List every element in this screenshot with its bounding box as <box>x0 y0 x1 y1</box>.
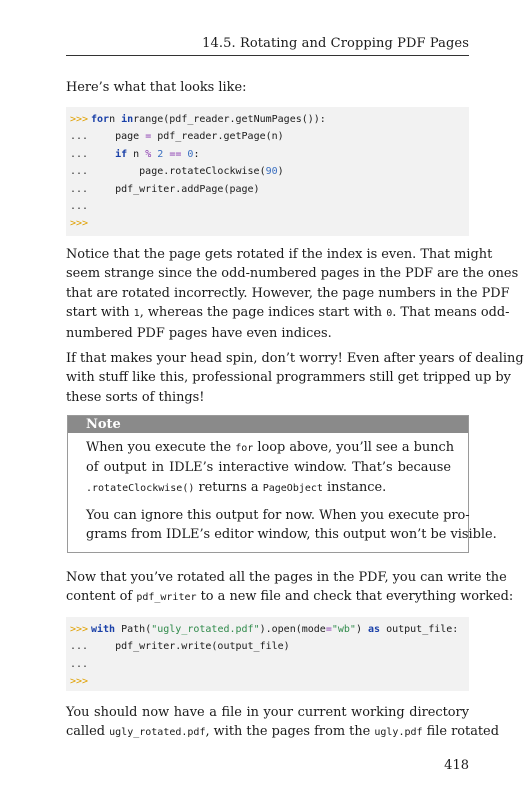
intro-text: Here’s what that looks like: <box>66 80 247 95</box>
code-prompt: >>> <box>70 114 89 125</box>
paragraph-result <box>66 703 499 743</box>
paragraph-line: that are rotated incorrectly. However, the page numbers in the PDF <box>66 285 510 301</box>
paragraph-line: seem strange since the odd-numbered pages in the PDF are the ones <box>66 266 519 282</box>
code-prompt: ... <box>70 148 89 160</box>
code-prompt: ... <box>70 658 89 670</box>
code-text: forn inrange(pdf_reader.getNumPages()): <box>91 114 326 125</box>
paragraph-line: with stuff like this, professional programmers still get tripped up by <box>66 370 511 386</box>
code-text: pdf_writer.addPage(page) <box>91 183 260 195</box>
paragraph-line: Now that you’ve rotated all the pages in the PDF, you can write the <box>66 570 507 585</box>
code-prompt: ... <box>70 641 89 653</box>
paragraph-write-file <box>66 568 514 608</box>
paragraph-line: start with 1, whereas the page indices start with 0. That means odd- <box>66 305 510 321</box>
code-text: if n % 2 == 0: <box>115 148 200 160</box>
paragraph-line: called ugly_rotated.pdf, with the pages from the ugly.pdf file rotated <box>66 724 499 740</box>
paragraph-line: these sorts of things! <box>66 389 205 405</box>
code-text: page = pdf_reader.getPage(n) <box>91 131 284 143</box>
note-line: of output in IDLE’s interactive window. That’s because <box>86 460 451 476</box>
paragraph-line: Notice that the page gets rotated if the index is even. That might <box>66 247 493 262</box>
paragraph-line: content of pdf_writer to a new file and check that everything worked: <box>66 589 514 605</box>
code-prompt: ... <box>70 131 89 143</box>
note-line: grams from IDLE’s editor window, this output won’t be visible. <box>86 527 497 543</box>
code-block-write-output <box>66 617 469 691</box>
code-prompt: ... <box>70 166 89 178</box>
note-line: You can ignore this output for now. When you execute pro- <box>86 508 470 523</box>
running-head: 14.5. Rotating and Cropping PDF Pages <box>202 36 469 51</box>
note-box <box>67 415 497 553</box>
code-block-rotate-loop <box>66 107 469 236</box>
note-line: When you execute the for loop above, you’ll see a bunch <box>86 440 455 455</box>
paragraph-line: You should now have a file in your current working directory <box>66 705 469 720</box>
paragraph-line: numbered PDF pages have even indices. <box>66 325 332 341</box>
note-title: Note <box>86 417 121 432</box>
code-text: page.rotateClockwise(90) <box>91 166 284 178</box>
page-number: 418 <box>444 758 469 773</box>
note-paragraph-ignore <box>86 506 497 545</box>
code-text: pdf_writer.write(output_file) <box>91 641 290 653</box>
code-prompt: ... <box>70 201 89 212</box>
header-rule <box>66 55 469 56</box>
note-line: .rotateClockwise() returns a PageObject instance. <box>86 479 387 495</box>
paragraph-rotation-explanation <box>66 245 519 343</box>
note-header <box>68 416 468 433</box>
code-prompt: >>> <box>70 676 89 688</box>
paragraph-line: If that makes your head spin, don’t worry! Even after years of dealing <box>66 351 524 366</box>
code-prompt: ... <box>70 183 89 195</box>
note-paragraph-output <box>86 438 455 498</box>
code-prompt: >>> <box>70 218 89 230</box>
code-prompt: >>> <box>70 624 89 635</box>
paragraph-reassurance <box>66 349 524 407</box>
code-text: with Path("ugly_rotated.pdf").open(mode="wb") as output_file: <box>91 624 459 635</box>
